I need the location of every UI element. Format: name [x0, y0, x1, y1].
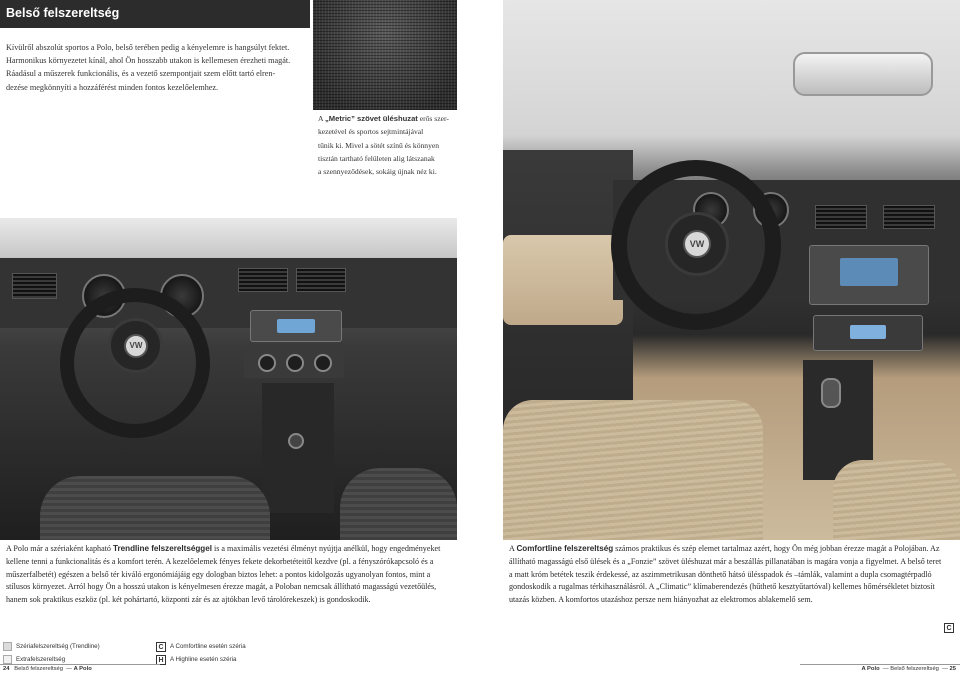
- driver-seat: [40, 476, 270, 540]
- description-line: a matt króm betétek teszik érdekessé, az aszimmetrikusan dönthető hátsó ülésspadok és –támlák, valamint a dupla csomagtérpadló: [509, 569, 932, 579]
- radio-display: [840, 258, 898, 286]
- description-line: állítható magasságú első ülések és a „Fonzie” szövet üléshuzat már a beszállás pillanatában is magára vonja a figyelmet. A belső teret: [509, 556, 942, 566]
- fabric-swatch-image: [313, 0, 457, 110]
- air-vent: [296, 268, 346, 292]
- highline-badge: H: [156, 655, 166, 665]
- footer-brand: A Polo: [861, 666, 880, 672]
- page-number: 25: [949, 666, 956, 672]
- legend-label: A Highline esetén széria: [170, 656, 237, 663]
- legend-item: [3, 640, 100, 653]
- climate-knob: [314, 354, 332, 372]
- standard-swatch: [3, 642, 12, 651]
- air-vent: [815, 205, 867, 229]
- air-vent: [883, 205, 935, 229]
- legend-item: [156, 640, 246, 653]
- swatch-caption-line: kezetével és sportos sejtmintájával: [318, 127, 424, 137]
- swatch-caption-line: tisztán tartható felületen alig látszanak: [318, 153, 435, 163]
- rearview-mirror: [793, 52, 933, 96]
- air-vent: [238, 268, 288, 292]
- intro-line: Ráadásul a műszerek funkcionális, és a vezető szempontjait szem előtt tartó elren-: [6, 69, 276, 79]
- radio-navigation-unit: [809, 245, 929, 305]
- footer-brand: A Polo: [73, 666, 92, 672]
- optional-swatch: [3, 655, 12, 664]
- comfortline-badge: C: [156, 642, 166, 652]
- swatch-caption-line: A „Metric” szövet üléshuzat erős szer-: [318, 114, 449, 123]
- comfortline-badge: C: [944, 623, 954, 633]
- vw-logo-icon: VW: [683, 230, 711, 258]
- trendline-description: [6, 543, 440, 607]
- footer-right: A Polo — Belső felszereltség — 25: [861, 666, 956, 672]
- footer-rule: [0, 664, 160, 665]
- description-line: utazás közben. A komfortos utazáshoz persze nem hiányozhat az elektromos ablakemelő sem.: [509, 595, 813, 605]
- intro-paragraph: [6, 41, 306, 94]
- legend-item: [156, 653, 246, 666]
- climate-panel: [813, 315, 923, 351]
- footer-left: 24 Belső felszereltség — A Polo: [3, 666, 92, 672]
- page-title: Belső felszereltség: [6, 6, 120, 20]
- climate-knob: [258, 354, 276, 372]
- description-line: kellene tenni a funkcionalitás és a komfort terén. A kezelőelemek fényes fekete dekorbetéteitől kezdve (pl. a fényszórókapcsoló és a: [6, 556, 434, 566]
- comfortline-description: [509, 543, 941, 607]
- description-line: gondoskodik a rugalmas térkihasználásról. A „Climatic” klímaberendezés (hűthető kesztyűtartóval) kellemes hőmérsékletet biztosít: [509, 582, 935, 592]
- vw-logo-icon: VW: [124, 334, 148, 358]
- radio-unit: [250, 310, 342, 342]
- radio-display: [277, 319, 315, 333]
- door-trim: [503, 235, 623, 325]
- comfortline-interior-photo: [503, 0, 960, 540]
- description-line: hanem sok praktikus eszköz (pl. két pohártartó, központi zár és az ajtókban levő tárolórekeszek) is gondoskodik.: [6, 595, 371, 605]
- description-line: műszerfalbetét) egészen a belső tér kiváló ergonómiájáig egy dologban biztos lehet: a pontos kidolgozás ugyanolyan fontos, mint a: [6, 569, 431, 579]
- legend-label: Szériafelszereltség (Trendline): [16, 643, 100, 650]
- driver-seat: [503, 400, 763, 540]
- swatch-caption-line: tűnik ki. Mivel a sötét színű és könnyen: [318, 140, 440, 150]
- intro-line: Kívülről abszolút sportos a Polo, belső terében pedig a kényelemre is hangsúlyt fektet.: [6, 43, 290, 52]
- footer-rule: [800, 664, 960, 665]
- legend-label: Extrafelszereltség: [16, 656, 66, 663]
- description-line: A Comfortline felszereltség számos praktikus és szép elemet tartalmaz azért, hogy Ön még jobban érezze magát a Polojában. Az: [509, 544, 940, 553]
- passenger-seat: [340, 468, 457, 540]
- description-line: stílusos környezet. Arról hogy Ön a hosszú utakon is kényelmesen érezze magát, a Poloban nemcsak állítható magasságú vezetőülés,: [6, 582, 437, 592]
- intro-line: dezése megkönnyíti a hozzáférést minden fontos kezelőelemhez.: [6, 82, 219, 92]
- dashboard: [0, 258, 457, 328]
- page-number: 24: [3, 666, 10, 672]
- legend-equipment: [3, 640, 100, 666]
- footer-section: Belső felszereltség: [14, 666, 63, 672]
- swatch-caption-line: a szennyeződések, sokáig újnak néz ki.: [318, 167, 437, 177]
- title-bar: [0, 0, 310, 28]
- climate-knob: [286, 354, 304, 372]
- footer-section: Belső felszereltség: [890, 666, 939, 672]
- legend-label: A Comfortline esetén széria: [170, 643, 246, 650]
- legend-trim-levels: [156, 640, 246, 666]
- gear-knob: [288, 433, 304, 449]
- description-line: A Polo már a szériaként kapható Trendline felszereltséggel is a maximális vezetési élményt nyújtja anélkül, hogy engedményeket: [6, 544, 441, 553]
- air-vent: [12, 273, 57, 299]
- gear-lever: [821, 378, 841, 408]
- climate-display: [850, 325, 886, 339]
- swatch-caption: [318, 112, 458, 178]
- trendline-interior-photo: [0, 218, 457, 540]
- passenger-seat: [833, 460, 960, 540]
- intro-line: Harmonikus környezetet kínál, ahol Ön hosszabb utakon is kellemesen érezheti magát.: [6, 56, 291, 66]
